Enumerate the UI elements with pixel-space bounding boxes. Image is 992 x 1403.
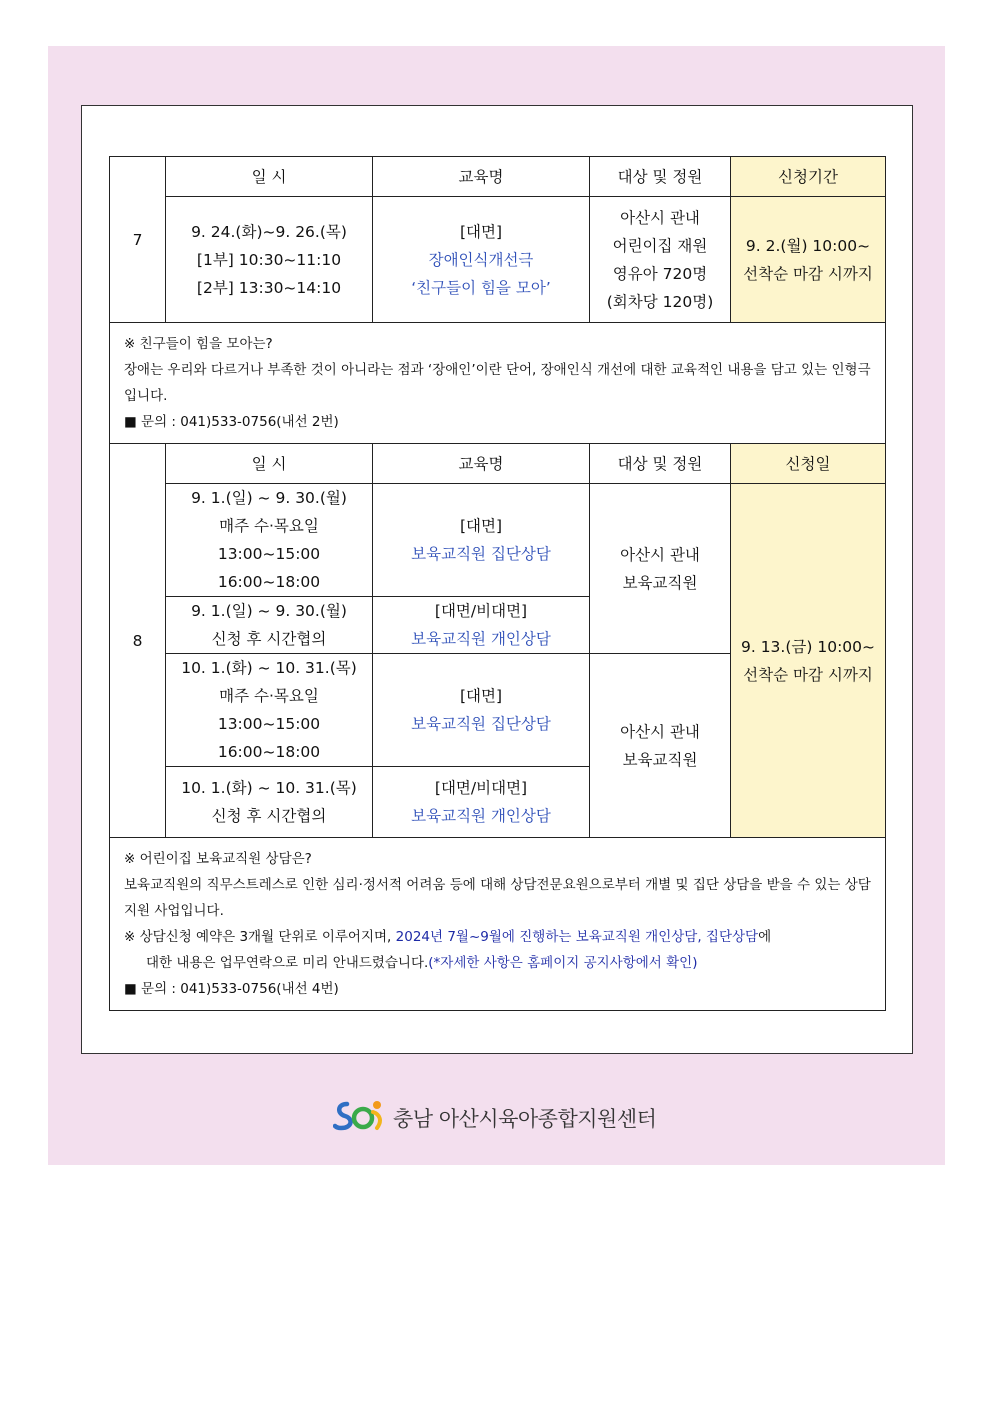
course-cell: [대면] 보육교직원 집단상담	[373, 654, 590, 767]
notice-homepage-link: (*자세한 사항은 홈페이지 공지사항에서 확인)	[428, 955, 698, 971]
header-period: 신청일	[731, 444, 886, 484]
header-period: 신청기간	[731, 157, 886, 197]
header-datetime: 일 시	[166, 444, 373, 484]
notice-text: ※ 상담신청 예약은 3개월 단위로 이루어지며, 2024년 7월~9월에 진행하는 보육교직원 개인상담, 집단상담에	[124, 929, 772, 945]
datetime-cell: 9. 1.(일) ~ 9. 30.(월) 매주 수·목요일 13:00~15:00 16:00~18:00	[166, 484, 373, 597]
note-title: ※ 어린이집 보육교직원 상담은?	[124, 851, 312, 867]
datetime-cell: 9. 24.(화)~9. 26.(목) [1부] 10:30~11:10 [2부] 13:30~14:10	[166, 197, 373, 323]
footer	[333, 1098, 673, 1138]
header-target: 대상 및 정원	[590, 157, 731, 197]
target-cell: 아산시 관내 보육교직원	[590, 484, 731, 654]
note-title: ※ 친구들이 힘을 모아는?	[124, 336, 273, 352]
program-table	[109, 156, 886, 1011]
course-cell: [대면] 장애인식개선극 ‘친구들이 힘을 모아’	[373, 197, 590, 323]
header-course: 교육명	[373, 444, 590, 484]
program-note	[110, 323, 886, 444]
header-course: 교육명	[373, 157, 590, 197]
organization-name: 충남 아산시육아종합지원센터	[393, 1107, 657, 1131]
program-number: 7	[110, 157, 166, 323]
header-datetime: 일 시	[166, 157, 373, 197]
center-logo-icon	[333, 1098, 387, 1138]
target-cell: 아산시 관내 보육교직원	[590, 654, 731, 838]
header-target: 대상 및 정원	[590, 444, 731, 484]
period-cell: 9. 13.(금) 10:00~ 선착순 마감 시까지	[731, 484, 886, 838]
course-cell: [대면] 보육교직원 집단상담	[373, 484, 590, 597]
target-cell: 아산시 관내 어린이집 재원 영유아 720명 (회차당 120명)	[590, 197, 731, 323]
datetime-cell: 9. 1.(일) ~ 9. 30.(월) 신청 후 시간협의	[166, 597, 373, 654]
course-cell: [대면/비대면] 보육교직원 개인상담	[373, 597, 590, 654]
notice-text-cont: 대한 내용은 업무연락으로 미리 안내드렸습니다.(*자세한 사항은 홈페이지 공지사항에서 확인)	[146, 955, 698, 971]
contact-info: ■ 문의 : 041)533-0756(내선 2번)	[124, 414, 339, 430]
note-description: 보육교직원의 직무스트레스로 인한 심리·정서적 어려움 등에 대해 상담전문요원으로부터 개별 및 집단 상담을 받을 수 있는 상담지원 사업입니다.	[124, 877, 871, 919]
program-note	[110, 838, 886, 1011]
contact-info: ■ 문의 : 041)533-0756(내선 4번)	[124, 981, 339, 997]
period-cell: 9. 2.(월) 10:00~ 선착순 마감 시까지	[731, 197, 886, 323]
datetime-cell: 10. 1.(화) ~ 10. 31.(목) 매주 수·목요일 13:00~15:00 16:00~18:00	[166, 654, 373, 767]
datetime-cell: 10. 1.(화) ~ 10. 31.(목) 신청 후 시간협의	[166, 767, 373, 838]
program-number: 8	[110, 444, 166, 838]
course-cell: [대면/비대면] 보육교직원 개인상담	[373, 767, 590, 838]
note-description: 장애는 우리와 다르거나 부족한 것이 아니라는 점과 ‘장애인’이란 단어, 장애인식 개선에 대한 교육적인 내용을 담고 있는 인형극입니다.	[124, 362, 871, 404]
